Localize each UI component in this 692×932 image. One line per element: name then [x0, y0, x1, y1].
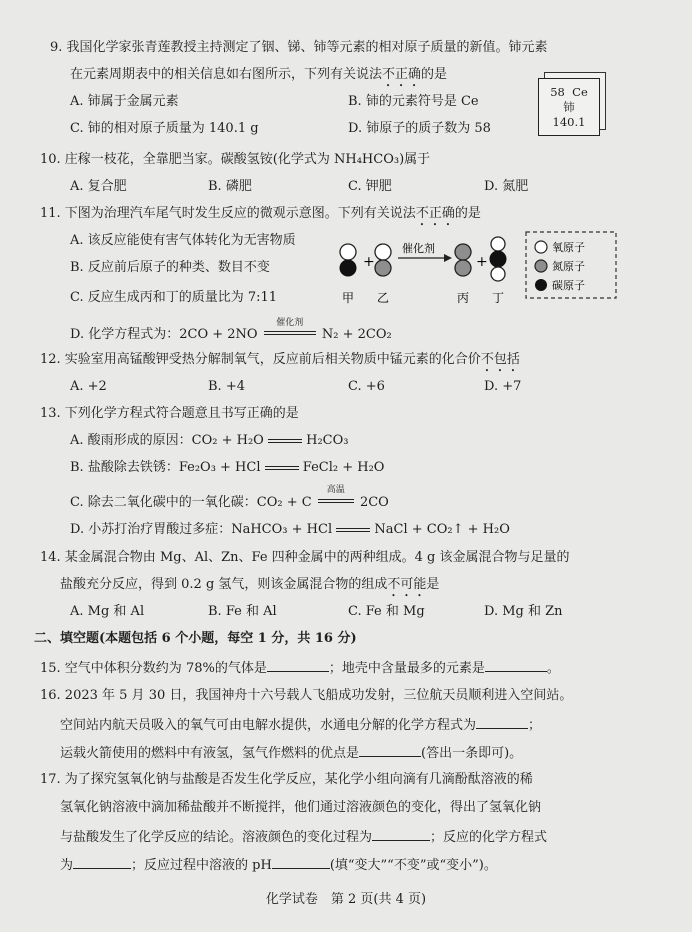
q13-c-right: 2CO	[359, 495, 389, 510]
q9-emphasis: 不正确	[382, 67, 422, 82]
legend-carbon-icon	[535, 279, 547, 291]
q16-line3	[60, 744, 522, 762]
q10-option-c: C. 钾肥	[348, 179, 392, 194]
q17-line4-mid: ；反应过程中溶液的 pH	[131, 858, 272, 873]
cell-symbol: Ce	[572, 85, 588, 99]
label-ding: 丁	[492, 291, 505, 305]
q9-option-d: D. 铈原子的质子数为 58	[348, 121, 491, 136]
q13-b-right: FeCl₂ + H₂O	[302, 460, 385, 475]
q13-b-equals	[265, 466, 299, 470]
q13-d-equals	[336, 528, 370, 532]
ding-o-atom-1	[491, 237, 505, 251]
q13-a-right: H₂CO₃	[306, 433, 349, 448]
q17-blank-2[interactable]	[73, 856, 131, 869]
q11-option-c: C. 反应生成丙和丁的质量比为 7:11	[70, 290, 278, 305]
q12-option-b: B. +4	[208, 379, 245, 394]
q14-stem-text: 盐酸充分反应，得到 0.2 g 氢气，则该金属混合物的组成	[60, 577, 388, 592]
bing-n-atom-1	[455, 244, 471, 260]
cell-atomic-number: 58	[550, 85, 565, 99]
q11-d-arrow	[262, 318, 318, 338]
q10-option-b: B. 磷肥	[208, 179, 252, 194]
q11-option-d	[70, 318, 392, 343]
q16-line3-end: (答出一条即可)。	[421, 746, 523, 761]
q17-line4-prefix: 为	[60, 858, 74, 873]
q13-d-left: D. 小苏打治疗胃酸过多症：NaHCO₃ + HCl	[70, 522, 333, 537]
q15-part2: ；地壳中含量最多的元素是	[328, 661, 485, 676]
ding-c-atom	[490, 251, 506, 267]
yi-o-atom	[375, 244, 391, 260]
q10-option-a: A. 复合肥	[70, 179, 127, 194]
q17-line4-end: (填“变大”“不变”或“变小”)。	[329, 858, 497, 873]
q13-b-left: B. 盐酸除去铁锈：Fe₂O₃ + HCl	[70, 460, 261, 475]
q13-option-b	[70, 460, 384, 476]
q17-line1: 17. 为了探究氢氧化钠与盐酸是否发生化学反应，某化学小组向滴有几滴酚酞溶液的稀	[40, 772, 533, 787]
q9-option-c: C. 铈的相对原子质量为 140.1 g	[70, 121, 259, 136]
q12-option-c: C. +6	[348, 379, 385, 394]
q13-c-arrow	[316, 485, 356, 506]
q11-emphasis: 不正确	[415, 206, 455, 221]
q14-emphasis: 不可能	[387, 577, 427, 592]
q11-option-a: A. 该反应能使有害气体转化为无害物质	[70, 233, 296, 248]
q16-blank-2[interactable]	[359, 744, 421, 757]
q13-option-d	[70, 522, 510, 538]
q11-stem-text: 11. 下图为治理汽车尾气时发生反应的微观示意图。下列有关说法	[40, 206, 416, 221]
q11-stem-end: 的是	[454, 206, 481, 221]
q14-stem-line2	[60, 577, 439, 600]
q17-line3	[60, 828, 547, 846]
diagram-catalyst: 催化剂	[402, 242, 435, 255]
q10-option-d: D. 氮肥	[484, 179, 529, 194]
label-jia: 甲	[342, 291, 355, 305]
q14-stem-line1: 14. 某金属混合物由 Mg、Al、Zn、Fe 四种金属中的两种组成。4 g 该金属混合物与足量的	[40, 550, 570, 565]
q15-part3: 。	[546, 661, 560, 676]
q9-option-a: A. 铈属于金属元素	[70, 94, 179, 109]
q17-blank-3[interactable]	[272, 856, 330, 869]
q14-option-d: D. Mg 和 Zn	[484, 604, 563, 619]
q13-stem: 13. 下列化学方程式符合题意且书写正确的是	[40, 406, 299, 421]
cell-number-symbol	[539, 85, 599, 99]
q17-line2: 氢氧化钠溶液中滴加稀盐酸并不断搅拌，他们通过溶液颜色的变化，得出了氢氧化钠	[60, 800, 542, 815]
q13-c-left: C. 除去二氧化碳中的一氧化碳：CO₂ + C	[70, 495, 312, 510]
reaction-diagram	[330, 226, 630, 310]
jia-o-atom	[340, 244, 356, 260]
q17-blank-1[interactable]	[372, 828, 430, 841]
q14-option-b: B. Fe 和 Al	[208, 604, 277, 619]
q13-a-equals	[268, 439, 302, 443]
jia-c-atom	[340, 260, 356, 276]
q13-d-right: NaCl + CO₂↑ + H₂O	[374, 522, 510, 537]
q13-option-c	[70, 485, 389, 511]
q16-line2	[60, 716, 541, 734]
cell-element-name: 铈	[563, 100, 575, 114]
q9-stem-line2	[70, 67, 447, 90]
q12-stem-text: 12. 实验室用高锰酸钾受热分解制氧气，反应前后相关物质中锰元素的化合价	[40, 352, 481, 367]
ding-o-atom-2	[491, 267, 505, 281]
q16-blank-1[interactable]	[476, 716, 528, 729]
q14-option-c: C. Fe 和 Mg	[348, 604, 425, 619]
legend-oxygen: 氧原子	[552, 241, 585, 254]
q16-line3-text: 运载火箭使用的燃料中有液氢，氢气作燃料的优点是	[60, 746, 360, 761]
q16-line2-end: ；	[528, 718, 542, 733]
q15-blank-2[interactable]	[485, 659, 547, 672]
yi-n-atom	[375, 260, 391, 276]
q13-a-left: A. 酸雨形成的原因：CO₂ + H₂O	[70, 433, 264, 448]
legend-nitrogen-icon	[535, 260, 547, 272]
legend-nitrogen: 氮原子	[552, 260, 585, 273]
q9-stem-end: 的是	[421, 67, 448, 82]
q17-line4	[60, 856, 497, 874]
q13-option-a	[70, 433, 349, 449]
q17-line3-text: 与盐酸发生了化学反应的结论。溶液颜色的变化过程为	[60, 830, 373, 845]
q9-stem-text: 在元素周期表中的相关信息如右图所示，下列有关说法	[70, 67, 383, 82]
q14-option-a: A. Mg 和 Al	[70, 604, 145, 619]
plus-2: +	[476, 254, 488, 270]
q9-stem-line1: 9. 我国化学家张青莲教授主持测定了铟、锑、铈等元素的相对原子质量的新值。铈元素	[50, 40, 548, 55]
cerium-element-cell	[538, 78, 600, 136]
q16-line2-text: 空间站内航天员吸入的氧气可由电解水提供，水通电分解的化学方程式为	[60, 718, 477, 733]
q16-line1: 16. 2023 年 5 月 30 日，我国神舟十六号载人飞船成功发射，三位航天员顺利进入空间站。	[40, 688, 573, 703]
q12-option-d: D. +7	[484, 379, 522, 394]
q11-d-prefix: D. 化学方程式为：	[70, 327, 180, 342]
q10-stem: 10. 庄稼一枝花，全靠肥当家。碳酸氢铵(化学式为 NH₄HCO₃)属于	[40, 152, 431, 167]
q11-option-b: B. 反应前后原子的种类、数目不变	[70, 260, 270, 275]
q12-option-a: A. +2	[70, 379, 107, 394]
bing-n-atom-2	[455, 260, 471, 276]
q15-text	[40, 659, 560, 677]
cell-atomic-mass: 140.1	[552, 115, 586, 129]
plus-1: +	[363, 254, 375, 270]
q15-part1: 15. 空气中体积分数约为 78%的气体是	[40, 661, 267, 676]
label-bing: 丙	[457, 291, 470, 305]
q17-line3-end: ；反应的化学方程式	[430, 830, 548, 845]
arrow-head	[444, 254, 452, 262]
q15-blank-1[interactable]	[267, 659, 329, 672]
q11-d-products: N₂ + 2CO₂	[321, 327, 392, 342]
q13-c-condition: 高温	[326, 485, 345, 495]
section-2-title: 二、填空题(本题包括 6 个小题，每空 1 分，共 16 分)	[34, 631, 357, 646]
q12-stem	[40, 352, 520, 375]
q11-d-condition: 催化剂	[276, 318, 304, 328]
legend-oxygen-icon	[535, 241, 547, 253]
q11-d-reactants: 2CO + 2NO	[179, 327, 258, 342]
label-yi: 乙	[377, 291, 390, 305]
legend-carbon: 碳原子	[552, 279, 585, 292]
page-footer: 化学试卷 第 2 页(共 4 页)	[265, 892, 427, 907]
q9-option-b: B. 铈的元素符号是 Ce	[348, 94, 479, 109]
q12-emphasis: 不包括	[480, 352, 520, 367]
q14-stem-end: 是	[426, 577, 440, 592]
